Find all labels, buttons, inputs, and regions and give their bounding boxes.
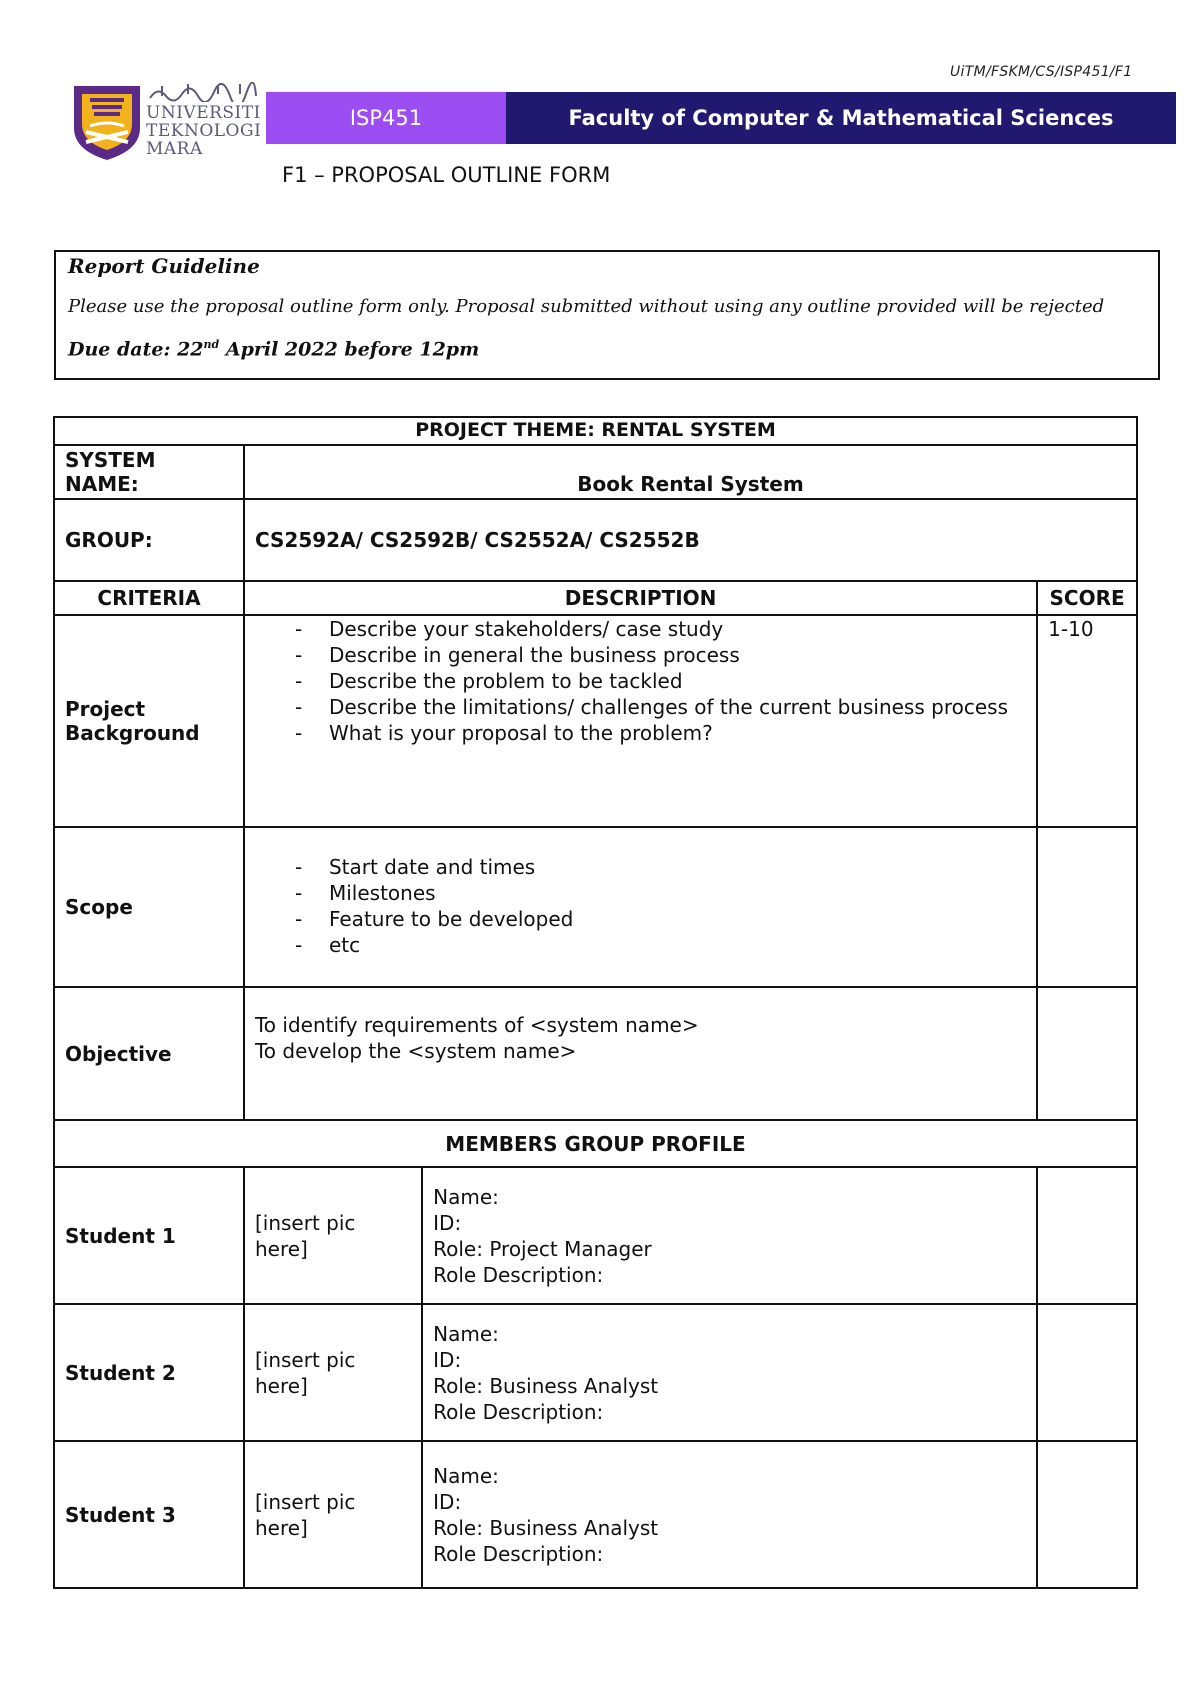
objective-line: To develop the <system name> xyxy=(254,1039,577,1063)
student-label: Student 2 xyxy=(54,1304,244,1441)
guideline-note: Please use the proposal outline form only. Proposal submitted without using any outline provided will be rejected xyxy=(68,296,1105,317)
student-row xyxy=(54,1304,1137,1441)
logo-text-line-1: UNIVERSITI xyxy=(146,103,261,123)
student-id: ID: xyxy=(433,1347,462,1372)
group-label: GROUP: xyxy=(54,499,244,581)
list-item: - Describe in general the business process xyxy=(255,642,1026,668)
student-score xyxy=(1037,1441,1137,1588)
uitm-crest-icon xyxy=(72,84,142,162)
student-details xyxy=(422,1304,1037,1441)
student-details xyxy=(422,1167,1037,1304)
score-header: SCORE xyxy=(1037,581,1137,615)
criteria-header: CRITERIA xyxy=(54,581,244,615)
student-photo-placeholder: [insert pic here] xyxy=(244,1441,422,1588)
system-name-label: SYSTEM NAME: xyxy=(54,445,244,499)
group-row xyxy=(54,499,1137,581)
objective-line: To identify requirements of <system name> xyxy=(254,1013,699,1037)
scope-list xyxy=(255,854,1026,958)
system-name-value: Book Rental System xyxy=(244,445,1137,499)
student-label: Student 1 xyxy=(54,1167,244,1304)
student-role-description: Role Description: xyxy=(433,1399,604,1424)
faculty-banner: Faculty of Computer & Mathematical Sciences xyxy=(506,92,1176,144)
student-role: Role: Business Analyst xyxy=(433,1515,659,1540)
list-item: - Feature to be developed xyxy=(255,906,1026,932)
guideline-title: Report Guideline xyxy=(68,254,260,278)
objective-description xyxy=(244,987,1037,1120)
proposal-outline-table xyxy=(53,416,1138,1589)
student-details xyxy=(422,1441,1037,1588)
list-item: - Describe the problem to be tackled xyxy=(255,668,1026,694)
description-header: DESCRIPTION xyxy=(244,581,1037,615)
criteria-header-row xyxy=(54,581,1137,615)
student-photo-placeholder: [insert pic here] xyxy=(244,1304,422,1441)
jawi-script-icon xyxy=(148,82,258,102)
student-id: ID: xyxy=(433,1210,462,1235)
student-id: ID: xyxy=(433,1489,462,1514)
objective-score xyxy=(1037,987,1137,1120)
criteria-objective: Objective xyxy=(54,987,244,1120)
scope-score xyxy=(1037,827,1137,987)
project-theme: PROJECT THEME: RENTAL SYSTEM xyxy=(54,417,1137,445)
student-role: Role: Project Manager xyxy=(433,1236,652,1261)
theme-row xyxy=(54,417,1137,445)
list-item: - Milestones xyxy=(255,880,1026,906)
scope-row xyxy=(54,827,1137,987)
logo-text-line-3: MARA xyxy=(146,139,203,159)
scope-description xyxy=(244,827,1037,987)
student-row xyxy=(54,1167,1137,1304)
system-name-row xyxy=(54,445,1137,499)
course-code-banner: ISP451 xyxy=(266,92,506,144)
criteria-project-background: Project Background xyxy=(54,615,244,827)
student-label: Student 3 xyxy=(54,1441,244,1588)
project-background-description xyxy=(244,615,1037,827)
student-score xyxy=(1037,1167,1137,1304)
student-photo-placeholder: [insert pic here] xyxy=(244,1167,422,1304)
student-role: Role: Business Analyst xyxy=(433,1373,659,1398)
project-background-score: 1-10 xyxy=(1037,615,1137,827)
student-row xyxy=(54,1441,1137,1588)
student-role-description: Role Description: xyxy=(433,1541,604,1566)
student-name: Name: xyxy=(433,1463,499,1488)
objective-row xyxy=(54,987,1137,1120)
list-item: - What is your proposal to the problem? xyxy=(255,720,1026,746)
group-value: CS2592A/ CS2592B/ CS2552A/ CS2552B xyxy=(244,499,1137,581)
project-background-row xyxy=(54,615,1137,827)
form-title: F1 – PROPOSAL OUTLINE FORM xyxy=(282,163,611,187)
student-score xyxy=(1037,1304,1137,1441)
list-item: - etc xyxy=(255,932,1026,958)
list-item: - Start date and times xyxy=(255,854,1026,880)
logo-text-line-2: TEKNOLOGI xyxy=(146,121,262,141)
list-item: - Describe your stakeholders/ case study xyxy=(255,616,1026,642)
document-code: UiTM/FSKM/CS/ISP451/F1 xyxy=(950,64,1133,80)
project-background-list xyxy=(255,616,1026,746)
list-item: - Describe the limitations/ challenges of the current business process xyxy=(255,694,1026,720)
student-name: Name: xyxy=(433,1321,499,1346)
criteria-scope: Scope xyxy=(54,827,244,987)
due-date: Due date: 22nd April 2022 before 12pm xyxy=(68,338,480,361)
student-name: Name: xyxy=(433,1184,499,1209)
student-role-description: Role Description: xyxy=(433,1262,604,1287)
members-title-row xyxy=(54,1120,1137,1167)
report-guideline-box xyxy=(54,250,1160,380)
members-group-profile-title: MEMBERS GROUP PROFILE xyxy=(54,1120,1137,1167)
university-logo xyxy=(72,84,142,162)
